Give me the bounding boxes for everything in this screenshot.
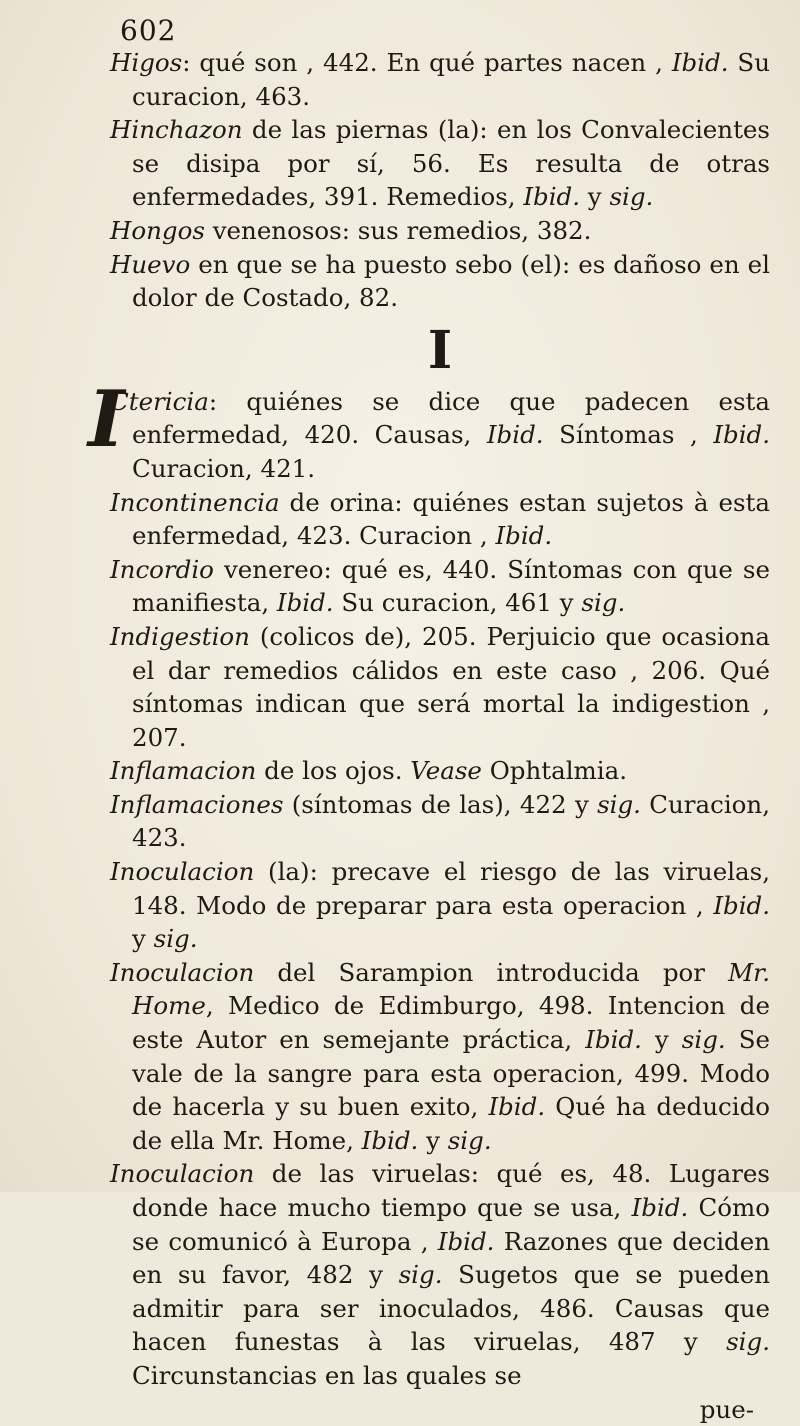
- entry-head: Incordio: [110, 554, 214, 584]
- entry-text: de las viruelas: qué es, 48. Lugares donde hace mucho tiempo que se usa,: [132, 1159, 770, 1222]
- entry-text: y: [418, 1125, 448, 1155]
- entry-reference: sig.: [447, 1125, 492, 1155]
- index-entry: [110, 956, 770, 1158]
- index-entry: [110, 113, 770, 214]
- entry-head: Inflamaciones: [110, 789, 284, 819]
- entry-reference: sig.: [398, 1260, 443, 1290]
- entry-text: (colicos de), 205. Perjuicio que ocasiona el dar remedios cálidos en este caso , 206. Qué síntomas indican que será mortal la indigestion , 207.: [132, 621, 770, 752]
- index-content: [88, 46, 771, 1426]
- entry-text: (síntomas de las), 422 y: [283, 789, 598, 819]
- entry-reference: Ibid.: [523, 182, 581, 212]
- entry-reference: Mr. Home: [132, 957, 770, 1021]
- entry-reference: sig.: [609, 182, 654, 212]
- entry-text: Curacion, 423.: [132, 789, 770, 853]
- entry-text: de las piernas (la): en los Convalecientes se disipa por sí, 56. Es resulta de otras enfermedades, 391. Remedios,: [132, 115, 770, 212]
- entry-text: de los ojos.: [256, 756, 411, 786]
- entry-text: Se vale de la sangre para esta operacion, 499. Modo de hacerla y su buen exito,: [132, 1025, 770, 1122]
- index-entry: [110, 214, 770, 248]
- entry-reference: Ibid.: [495, 521, 553, 551]
- entry-text: : qué son , 442. En qué partes nacen ,: [182, 48, 672, 77]
- entry-reference: sig.: [153, 924, 198, 954]
- entry-head: Higos: [110, 48, 183, 77]
- entry-reference: Ibid.: [631, 1193, 689, 1222]
- entry-reference: Ibid.: [488, 1092, 546, 1122]
- entry-head: Indigestion: [110, 621, 250, 651]
- entry-reference: Ibid.: [276, 588, 334, 618]
- entries-h-section: [110, 46, 770, 315]
- entry-text: de orina: quiénes estan sujetos à esta enfermedad, 423. Curacion ,: [132, 487, 770, 551]
- entry-text: Su curacion, 463.: [132, 48, 770, 111]
- entry-text: Razones que deciden en su favor, 482 y: [132, 1226, 771, 1290]
- entry-text: Ophtalmia.: [481, 756, 628, 786]
- entry-reference: Ibid.: [585, 1025, 642, 1055]
- entry-head: Inflamacion: [110, 756, 257, 786]
- entry-text: y: [641, 1025, 682, 1055]
- entry-reference: Ibid.: [486, 420, 544, 450]
- entry-text: y: [132, 924, 154, 954]
- entry-text: Circunstancias en las quales se: [132, 1360, 522, 1390]
- entry-head: Inoculacion: [110, 1159, 255, 1189]
- drop-cap: I: [88, 373, 125, 465]
- entry-text: Qué ha deducido de ella Mr. Home,: [132, 1092, 771, 1155]
- entry-reference: Ibid.: [361, 1125, 419, 1155]
- index-entry: [110, 46, 770, 113]
- index-entry: [110, 788, 770, 855]
- index-entry-ictericia: [88, 373, 771, 486]
- catchword: pue-: [699, 1394, 754, 1424]
- entry-reference: sig.: [726, 1327, 770, 1357]
- entry-reference: Ibid.: [713, 420, 771, 450]
- entry-text: , Medico de Edimburgo, 498. Intencion de este Autor en semejante práctica,: [132, 991, 770, 1055]
- index-entry: [110, 754, 770, 788]
- entry-head: Hinchazon: [110, 115, 243, 145]
- entry-text: y: [580, 182, 610, 212]
- page-number: 602: [120, 14, 177, 47]
- index-entry: [110, 486, 770, 553]
- entry-text: Síntomas ,: [543, 420, 714, 450]
- entry-text: en que se ha puesto sebo (el): es dañoso en el dolor de Costado, 82.: [132, 249, 770, 313]
- entry-text: : quiénes se dice que padecen esta enfermedad, 420. Causas,: [132, 386, 770, 450]
- entry-reference: sig.: [597, 789, 641, 819]
- entry-reference: Ibid.: [671, 48, 729, 77]
- entry-text: Sugetos que se pueden admitir para ser inoculados, 486. Causas que hacen funestas à las viruelas, 487 y: [132, 1260, 771, 1357]
- entry-text: del Sarampion introducida por: [254, 957, 729, 987]
- entry-head: Hongos: [110, 215, 205, 245]
- index-entry: [110, 248, 770, 315]
- entry-reference: Ibid.: [437, 1226, 495, 1256]
- entry-head: Incontinencia: [110, 487, 280, 517]
- index-entry: [110, 553, 770, 620]
- entry-reference: sig.: [581, 588, 626, 618]
- index-entry: [110, 1157, 770, 1392]
- entry-head: Ctericia: [110, 386, 209, 416]
- entry-reference: sig.: [681, 1025, 726, 1055]
- entry-head: Inoculacion: [110, 857, 255, 887]
- entries-i-section: [110, 486, 770, 1393]
- letter-heading: I: [427, 319, 453, 381]
- entry-reference: Vease: [410, 756, 482, 786]
- entry-text: venereo: qué es, 440. Síntomas con que se manifiesta,: [132, 554, 770, 618]
- entry-reference: Ibid.: [713, 890, 770, 920]
- index-entry: [110, 855, 770, 956]
- entry-head: Huevo: [110, 249, 191, 279]
- entry-head: Inoculacion: [110, 957, 255, 987]
- entry-text: venenosos: sus remedios, 382.: [204, 215, 592, 245]
- entry-text: Su curacion, 461 y: [333, 588, 582, 618]
- entry-text: Curacion, 421.: [132, 453, 316, 483]
- index-entry: [110, 620, 770, 754]
- entry-text: Cómo se comunicó à Europa ,: [132, 1193, 770, 1256]
- entry-text: (la): precave el riesgo de las viruelas, 148. Modo de preparar para esta operacion ,: [132, 857, 770, 920]
